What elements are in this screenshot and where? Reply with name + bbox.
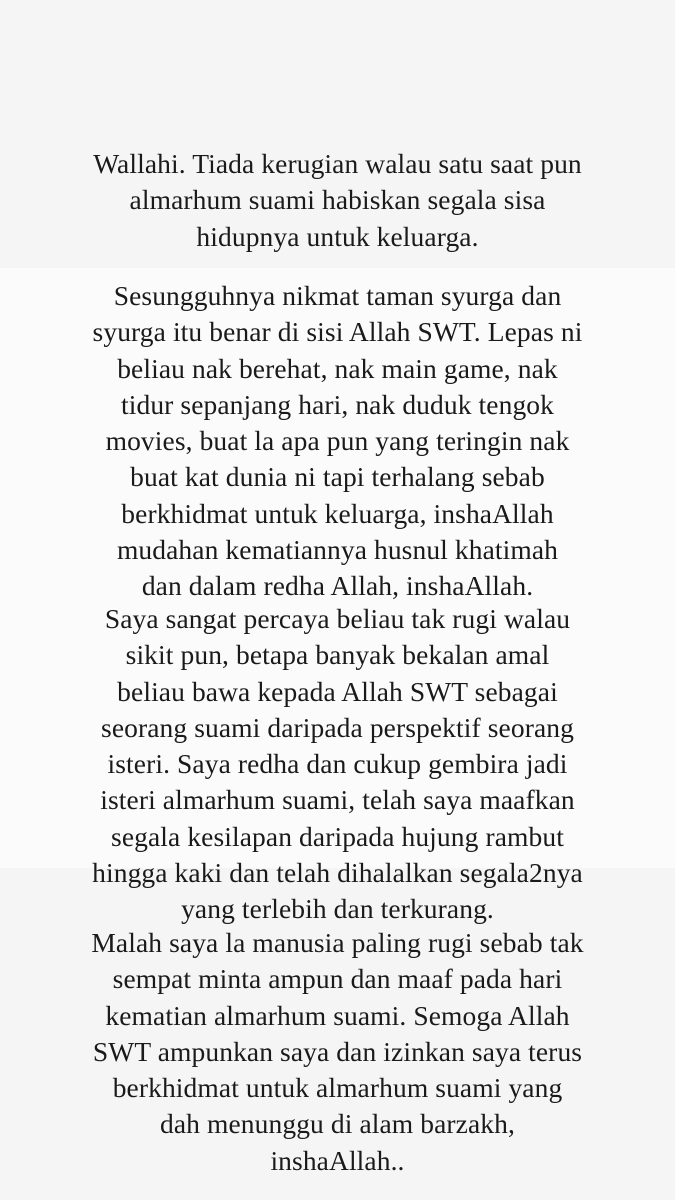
- paragraph-2-line-3: beliau nak berehat, nak main game, nak: [117, 352, 558, 384]
- paragraph-3-line-6: isteri almarhum suami, telah saya maafkan: [100, 784, 575, 816]
- paragraph-4-line-4: SWT ampunkan saya dan izinkan saya terus: [92, 1035, 583, 1067]
- paragraph-4-line-6: dah menunggu di alam barzakh,: [160, 1108, 515, 1140]
- story-paragraph-1: [40, 146, 635, 255]
- story-paragraph-2: [40, 278, 635, 605]
- paragraph-3-line-4: seorang suami daripada perspektif seorang: [101, 711, 574, 743]
- story-paragraph-4: [40, 925, 635, 1179]
- paragraph-3-line-8: hingga kaki dan telah dihalalkan segala2nya: [92, 857, 583, 889]
- paragraph-1-line-3: hidupnya untuk keluarga.: [196, 220, 479, 252]
- paragraph-4-line-5: berkhidmat untuk almarhum suami yang: [112, 1072, 563, 1104]
- paragraph-2-line-9: dan dalam redha Allah, inshaAllah.: [141, 570, 534, 602]
- paragraph-1-line-1: Wallahi. Tiada kerugian walau satu saat pun: [93, 148, 582, 179]
- paragraph-2-line-6: buat kat dunia ni tapi terhalang sebab: [130, 461, 545, 493]
- paragraph-2-line-4: tidur sepanjang hari, nak duduk tengok: [120, 388, 554, 420]
- paragraph-4-line-7: inshaAllah..: [270, 1144, 405, 1176]
- paragraph-2-line-8: mudahan kematiannya husnul khatimah: [116, 534, 559, 566]
- paragraph-4-line-2: sempat minta ampun dan maaf pada hari: [112, 963, 563, 995]
- paragraph-3-line-2: sikit pun, betapa banyak bekalan amal: [125, 639, 550, 671]
- paragraph-3-line-1: Saya sangat percaya beliau tak rugi walau: [104, 603, 571, 634]
- paragraph-3-line-9: yang terlebih dan terkurang.: [181, 893, 494, 925]
- paragraph-2-line-2: syurga itu benar di sisi Allah SWT. Lepas ni: [92, 316, 583, 348]
- paragraph-3-line-7: segala kesilapan daripada hujung rambut: [111, 820, 564, 852]
- paragraph-3-line-5: isteri. Saya redha dan cukup gembira jadi: [107, 748, 568, 780]
- paragraph-4-line-3: kematian almarhum suami. Semoga Allah: [105, 999, 570, 1031]
- story-paragraph-3: [40, 601, 635, 928]
- paragraph-2-line-7: berkhidmat untuk keluarga, inshaAllah: [121, 497, 554, 529]
- paragraph-4-line-1: Malah saya la manusia paling rugi sebab tak: [91, 927, 584, 958]
- paragraph-1-line-2: almarhum suami habiskan segala sisa: [129, 184, 546, 216]
- paragraph-2-line-1: Sesungguhnya nikmat taman syurga dan: [113, 280, 562, 311]
- paragraph-3-line-3: beliau bawa kepada Allah SWT sebagai: [117, 675, 558, 707]
- paragraph-2-line-5: movies, buat la apa pun yang teringin nak: [105, 425, 570, 457]
